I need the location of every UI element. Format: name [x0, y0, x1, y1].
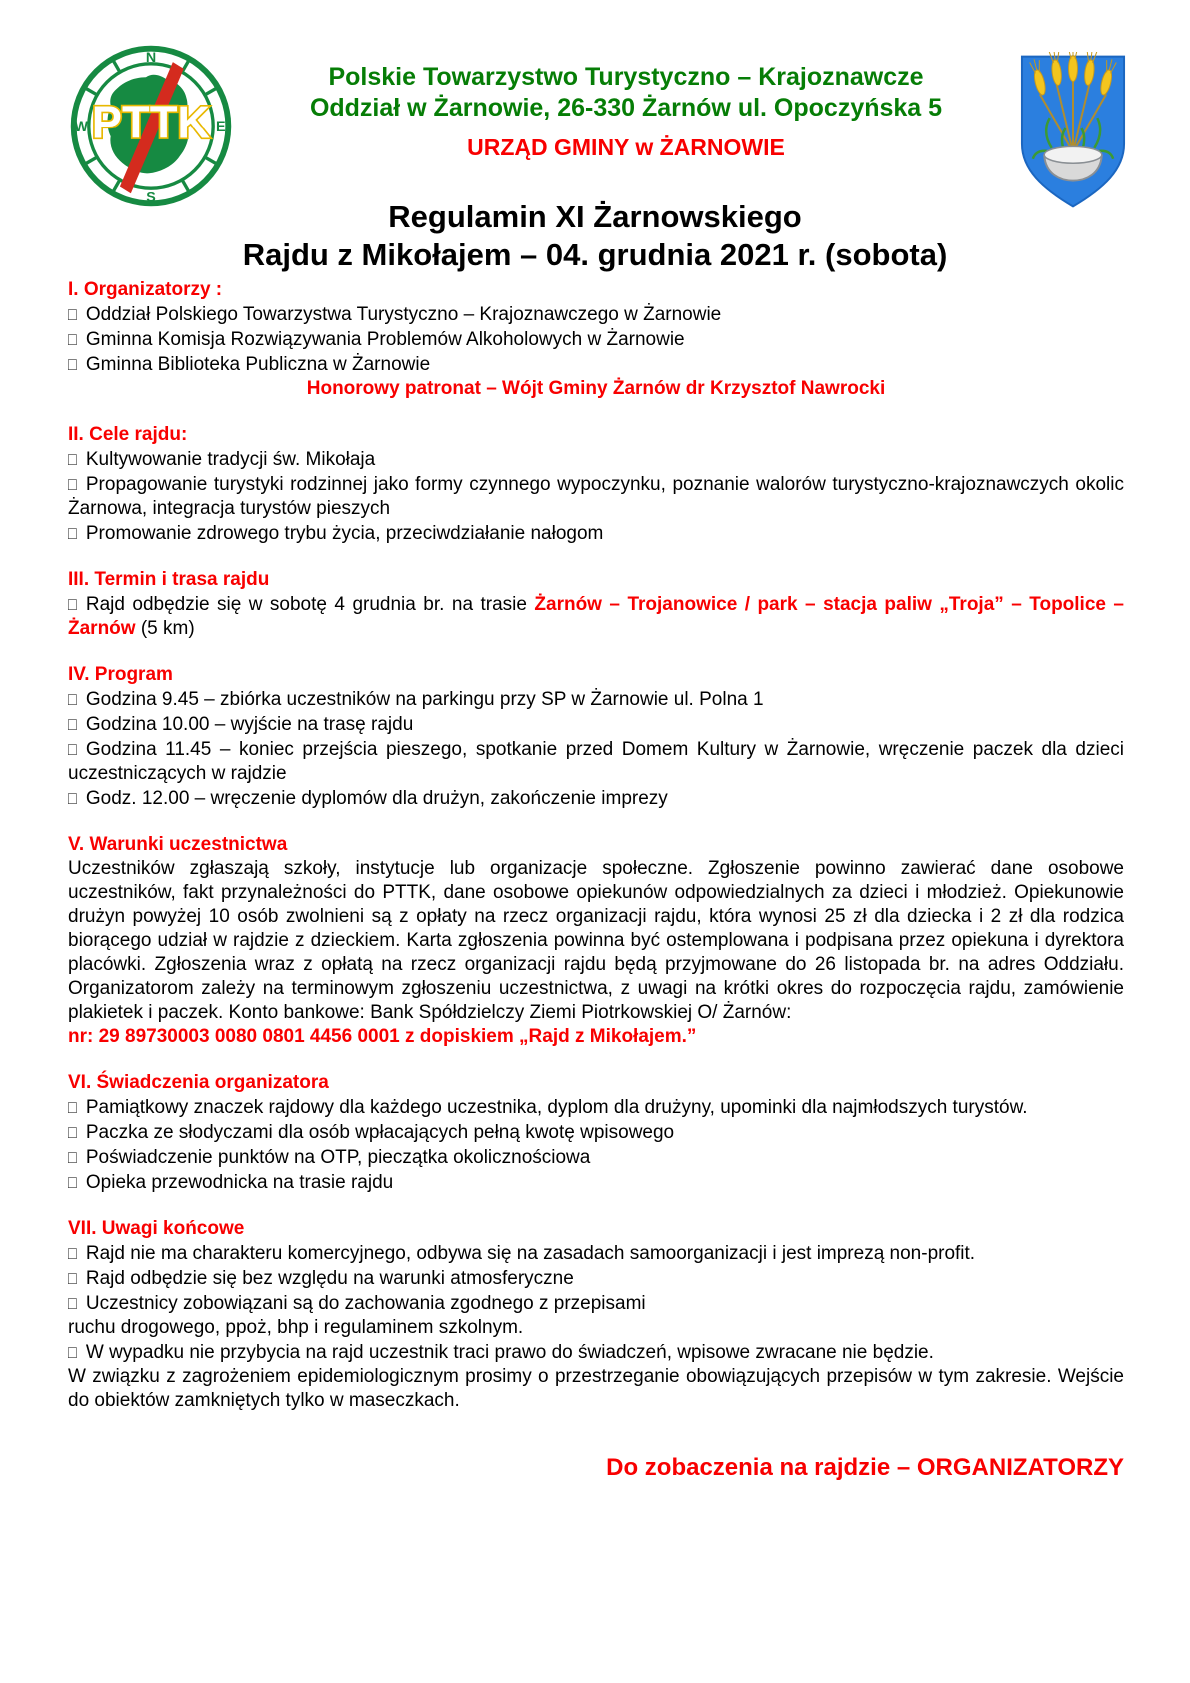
section-IV — [68, 663, 1124, 811]
section-II-heading: II. Cele rajdu: — [68, 424, 188, 445]
text-run: Honorowy patronat – Wójt Gminy Żarnów dr Krzysztof Nawrocki — [306, 378, 886, 399]
organization-name: Polskie Towarzystwo Turystyczno – Krajoznawcze — [328, 63, 924, 91]
empty-checkbox-bullet-icon: □ — [68, 1147, 77, 1167]
text-run: ruchu drogowego, ppoż, bhp i regulaminem szkolnym. — [68, 1317, 524, 1338]
list-item — [68, 1241, 1124, 1266]
organization-address: Oddział w Żarnowie, 26-330 Żarnów ul. Opoczyńska 5 — [309, 94, 943, 122]
text-run: Rajd nie ma charakteru komercyjnego, odbywa się na zasadach samoorganizacji i jest imprezą non-profit. — [85, 1243, 976, 1264]
paragraph — [68, 857, 1124, 1025]
list-item — [68, 1266, 1124, 1291]
section-III-heading: III. Termin i trasa rajdu — [68, 569, 270, 590]
text-run: Godz. 12.00 – wręczenie dyplomów dla drużyn, zakończenie imprezy — [85, 788, 668, 809]
empty-checkbox-bullet-icon: □ — [68, 354, 77, 374]
empty-checkbox-bullet-icon: □ — [68, 449, 77, 469]
compass-n-label: N — [145, 50, 157, 67]
empty-checkbox-bullet-icon: □ — [68, 1342, 77, 1362]
list-item — [68, 737, 1124, 786]
empty-checkbox-bullet-icon: □ — [68, 1243, 77, 1263]
title-line2: Rajdu z Mikołajem – 04. grudnia 2021 r. (sobota) — [242, 237, 948, 272]
list-item — [68, 521, 1124, 546]
list-item — [68, 1170, 1124, 1195]
section-IV-heading: IV. Program — [68, 664, 173, 685]
text-run: Godzina 9.45 – zbiórka uczestników na parkingu przy SP w Żarnowie ul. Polna 1 — [85, 689, 764, 710]
list-item — [68, 687, 1124, 712]
empty-checkbox-bullet-icon: □ — [68, 1268, 77, 1288]
document-sections — [68, 278, 1124, 1413]
empty-checkbox-bullet-icon: □ — [68, 474, 77, 494]
text-run: Poświadczenie punktów na OTP, pieczątka okolicznościowa — [85, 1147, 591, 1168]
text-run: Pamiątkowy znaczek rajdowy dla każdego uczestnika, dyplom dla drużyny, upominki dla najmłodszych turystów. — [85, 1097, 1028, 1118]
pttk-logo-label: PTTK — [91, 96, 211, 148]
header-text-block — [236, 42, 1016, 162]
list-item — [68, 1291, 1124, 1316]
section-V — [68, 833, 1124, 1049]
empty-checkbox-bullet-icon: □ — [68, 594, 77, 614]
empty-checkbox-bullet-icon: □ — [68, 304, 77, 324]
text-run: Rajd odbędzie się bez względu na warunki atmosferyczne — [85, 1268, 574, 1289]
list-item — [68, 302, 1124, 327]
text-run: Opieka przewodnicka na trasie rajdu — [85, 1172, 394, 1193]
paragraph — [68, 1316, 1124, 1340]
empty-checkbox-bullet-icon: □ — [68, 788, 77, 808]
text-run: Uczestnicy zobowiązani są do zachowania zgodnego z przepisami — [85, 1293, 646, 1314]
empty-checkbox-bullet-icon: □ — [68, 739, 77, 759]
list-item — [68, 1340, 1124, 1365]
text-run: Gminna Komisja Rozwiązywania Problemów Alkoholowych w Żarnowie — [85, 329, 685, 350]
document-header — [0, 0, 1190, 212]
text-run: W związku z zagrożeniem epidemiologicznym prosimy o przestrzeganie obowiązujących przepisów w tym zakresie. Wejście do obiektów zamkniętych tylko w maseczkach. — [68, 1366, 1124, 1411]
text-run: Gminna Biblioteka Publiczna w Żarnowie — [85, 354, 431, 375]
text-run: Kultywowanie tradycji św. Mikołaja — [85, 449, 376, 470]
empty-checkbox-bullet-icon: □ — [68, 523, 77, 543]
list-item — [68, 592, 1124, 641]
section-I — [68, 278, 1124, 401]
text-run: nr: 29 89730003 0080 0801 4456 0001 z dopiskiem „Rajd z Mikołajem.” — [68, 1026, 697, 1047]
compass-s-label: S — [146, 189, 156, 206]
empty-checkbox-bullet-icon: □ — [68, 689, 77, 709]
list-item — [68, 352, 1124, 377]
section-VII-heading: VII. Uwagi końcowe — [68, 1218, 245, 1239]
text-run: Paczka ze słodyczami dla osób wpłacających pełną kwotę wpisowego — [85, 1122, 675, 1143]
list-item — [68, 1095, 1124, 1120]
section-V-heading: V. Warunki uczestnictwa — [68, 834, 288, 855]
empty-checkbox-bullet-icon: □ — [68, 1097, 77, 1117]
pttk-compass-logo-icon — [66, 42, 236, 210]
section-II — [68, 423, 1124, 546]
text-run: W wypadku nie przybycia na rajd uczestnik traci prawo do świadczeń, wpisowe zwracane nie będzie. — [85, 1342, 934, 1363]
compass-w-label: W — [74, 119, 89, 136]
text-run: Godzina 11.45 – koniec przejścia pieszego, spotkanie przed Domem Kultury w Żarnowie, wręczenie paczek dla dzieci uczestniczących w rajdzie — [68, 739, 1124, 784]
empty-checkbox-bullet-icon: □ — [68, 1172, 77, 1192]
text-run: Propagowanie turystyki rodzinnej jako formy czynnego wypoczynku, poznanie walorów turystyczno-krajoznawczych okolic Żarnowa, integracja turystów pieszych — [68, 474, 1124, 519]
empty-checkbox-bullet-icon: □ — [68, 714, 77, 734]
list-item — [68, 447, 1124, 472]
text-run: Godzina 10.00 – wyjście na trasę rajdu — [85, 714, 414, 735]
office-name: URZĄD GMINY w ŻARNOWIE — [467, 134, 785, 160]
section-VI — [68, 1071, 1124, 1195]
text-run: Uczestników zgłaszają szkoły, instytucje lub organizacje społeczne. Zgłoszenie powinno zawierać dane osobowe uczestników, fakt przynależności do PTTK, dane osobowe opiekunów odpowiedzialnych za dzieci i młodzież. Opiekunowie drużyn powyżej 10 osób zwolnieni są z opłaty na rzecz organizacji rajdu, która wynosi 25 zł dla dziecka i 2 zł dla rodzica biorącego udział w rajdzie z dzieckiem. Karta zgłoszenia powinna być ostemplowana i podpisana przez opiekuna i dyrektora placówki. Zgłoszenia wraz z opłatą na rzecz organizacji rajdu będą przyjmowane do 26 listopada br. na adres Oddziału. Organizatorom zależy na terminowym zgłoszeniu uczestnictwa, z uwagi na krótki okres do rozpoczęcia rajdu, zamówienie plakietek i paczek. Konto bankowe: Bank Spółdzielczy Ziemi Piotrkowskiej O/ Żarnów: — [68, 858, 1124, 1023]
text-run: (5 km) — [135, 618, 195, 639]
section-III — [68, 568, 1124, 641]
section-VII — [68, 1217, 1124, 1413]
title-line1: Regulamin XI Żarnowskiego — [388, 199, 802, 234]
text-run: Rajd odbędzie się w sobotę 4 grudnia br. na trasie — [85, 594, 535, 615]
list-item — [68, 472, 1124, 521]
list-item — [68, 712, 1124, 737]
text-run: Żarnów – Trojanowice / park – stacja paliw „Troja” – Topolice – Żarnów — [68, 594, 1124, 639]
compass-e-label: E — [215, 119, 226, 136]
text-run: Oddział Polskiego Towarzystwa Turystyczno – Krajoznawczego w Żarnowie — [85, 304, 722, 325]
list-item — [68, 1120, 1124, 1145]
paragraph — [68, 1365, 1124, 1413]
list-item — [68, 1145, 1124, 1170]
text-run: Promowanie zdrowego trybu życia, przeciwdziałanie nałogom — [85, 523, 604, 544]
list-item — [68, 327, 1124, 352]
empty-checkbox-bullet-icon: □ — [68, 329, 77, 349]
paragraph — [68, 1025, 1124, 1049]
zarnow-coat-of-arms-icon — [1016, 52, 1130, 212]
empty-checkbox-bullet-icon: □ — [68, 1293, 77, 1313]
closing-line: Do zobaczenia na rajdzie – ORGANIZATORZY — [606, 1454, 1124, 1481]
section-VI-heading: VI. Świadczenia organizatora — [68, 1072, 329, 1093]
list-item — [68, 786, 1124, 811]
section-I-heading: I. Organizatorzy : — [68, 279, 223, 300]
paragraph — [68, 377, 1124, 401]
empty-checkbox-bullet-icon: □ — [68, 1122, 77, 1142]
